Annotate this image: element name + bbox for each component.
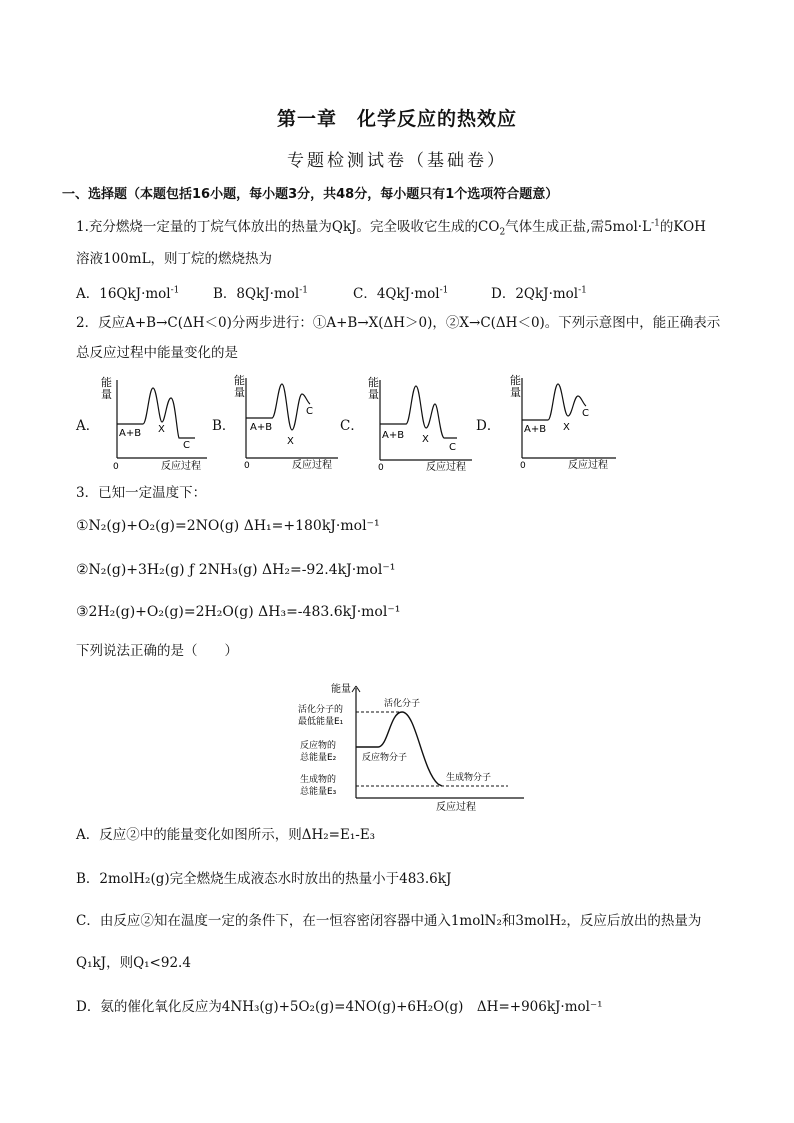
q2c-energy-2: 量 (368, 388, 379, 401)
q2-option-d-letter[interactable]: D． (476, 418, 501, 434)
exam-subtitle: 专题检测试卷（基础卷） (287, 151, 507, 171)
q1-option-d-text: D．2QkJ·mol (491, 286, 579, 302)
q3-question: 下列说法正确的是（ ） (76, 643, 238, 659)
q3fig-x-label: 反应过程 (436, 802, 476, 813)
q2d-energy-1: 能 (510, 374, 521, 387)
q2-diagram-b (228, 370, 343, 470)
q3-equation-1: ①N₂(g)+O₂(g)=2NO(g) ΔH₁=+180kJ·mol⁻¹ (76, 518, 380, 534)
q2b-axis: 反应过程 (292, 460, 332, 470)
q2-diagram-a (95, 372, 210, 472)
q3fig-product-total-2: 总能量E₃ (300, 787, 337, 797)
q2b-zero: 0 (244, 461, 250, 470)
q2-option-c-letter[interactable]: C． (340, 418, 364, 434)
q2c-c: C (449, 442, 456, 453)
q1-option-c-text: C．4QkJ·mol (353, 286, 440, 302)
q2d-axis: 反应过程 (568, 460, 608, 470)
q2b-ab: A+B (250, 422, 273, 433)
q1-option-a-sup: -1 (170, 285, 180, 296)
q2d-energy-2: 量 (510, 386, 521, 399)
q2c-energy-1: 能 (368, 376, 379, 389)
q3fig-lowest-2: 最低能量E₁ (298, 717, 344, 727)
q2-option-a-letter[interactable]: A． (76, 418, 100, 434)
q2b-energy-1: 能 (234, 374, 245, 387)
q3-option-a[interactable]: A．反应②中的能量变化如图所示，则ΔH₂=E₁-E₃ (76, 827, 376, 843)
q1-line1-text-b: 气体生成正盐,需5mol·L (505, 219, 652, 235)
q2-option-b-letter[interactable]: B． (212, 418, 236, 434)
q3fig-product-molecule: 生成物分子 (446, 773, 492, 783)
q1-option-b-sup: -1 (299, 285, 308, 296)
q1-option-c[interactable] (353, 282, 448, 302)
q3fig-reactant-total-2: 总能量E₂ (300, 753, 337, 763)
q1-line1-text: 1.充分燃烧一定量的丁烷气体放出的热量为QkJ。完全吸收它生成的CO (76, 219, 500, 235)
q1-line2: 溶液100mL，则丁烷的燃烧热为 (76, 251, 273, 267)
q2a-x: X (158, 424, 165, 435)
q3-option-b[interactable]: B．2molH₂(g)完全燃烧生成液态水时放出的热量小于483.6kJ (76, 871, 452, 887)
chapter-title: 第一章 化学反应的热效应 (276, 108, 517, 130)
q2a-energy-1: 能 (101, 376, 112, 389)
section-heading: 一、选择题（本题包括16小题，每小题3分，共48分，每小题只有1个选项符合题意） (62, 187, 559, 202)
q2a-zero: 0 (113, 462, 119, 472)
q1-line1-sub: 2 (499, 227, 506, 238)
q2a-axis: 反应过程 (161, 461, 201, 472)
q1-option-a[interactable] (76, 282, 179, 302)
q3-equation-3: ③2H₂(g)+O₂(g)=2H₂O(g) ΔH₃=-483.6kJ·mol⁻¹ (76, 604, 401, 620)
q2b-c: C (306, 406, 313, 417)
q2d-ab: A+B (524, 424, 547, 435)
q1-line1 (76, 218, 706, 236)
q2-diagram-c (362, 372, 477, 472)
q2a-ab: A+B (119, 428, 142, 439)
q3fig-reactant-total-1: 反应物的 (300, 741, 337, 751)
q2c-x: X (422, 434, 429, 445)
q2c-ab: A+B (382, 430, 405, 441)
q1-line1-text-c: 的KOH (659, 219, 706, 235)
q1-option-d-sup: -1 (578, 285, 587, 296)
q2b-energy-2: 量 (234, 386, 245, 399)
q3fig-active-molecule: 活化分子 (384, 699, 421, 709)
q3-option-c-line2: Q₁kJ，则Q₁<92.4 (76, 955, 191, 971)
q2-diagram-d (504, 370, 622, 470)
q3-equation-2: ②N₂(g)+3H₂(g) ƒ 2NH₃(g) ΔH₂=-92.4kJ·mol⁻¹ (76, 562, 396, 578)
q2a-energy-2: 量 (101, 388, 112, 401)
q2d-c: C (582, 408, 589, 419)
q2d-zero: 0 (520, 461, 526, 470)
q2b-x: X (287, 436, 294, 447)
q3fig-reactant-molecule: 反应物分子 (362, 753, 408, 763)
q2a-c: C (183, 440, 190, 451)
q1-line1-sup: -1 (651, 218, 660, 229)
q3-energy-diagram (298, 678, 528, 813)
q1-option-a-text: A．16QkJ·mol (76, 286, 171, 302)
q1-option-d[interactable] (491, 282, 587, 302)
q3-intro: 3．已知一定温度下： (76, 485, 207, 501)
q3fig-lowest-1: 活化分子的 (298, 705, 344, 715)
q3-option-d[interactable]: D．氨的催化氧化反应为4NH₃(g)+5O₂(g)=4NO(g)+6H₂O(g) ΔH=+906kJ·mol⁻¹ (76, 999, 603, 1015)
q2d-x: X (563, 422, 570, 433)
q2-line1: 2．反应A+B→C(ΔH＜0)分两步进行：①A+B→X(ΔH＞0)，②X→C(ΔH＜0)。下列示意图中，能正确表示 (76, 315, 721, 331)
q3fig-product-total-1: 生成物的 (300, 775, 337, 785)
q1-option-c-sup: -1 (439, 285, 449, 296)
q2-line2: 总反应过程中能量变化的是 (76, 345, 238, 361)
q3fig-y-label: 能量 (331, 684, 351, 695)
q2c-zero: 0 (378, 463, 384, 472)
q2c-axis: 反应过程 (426, 462, 466, 472)
q3-option-c-line1[interactable]: C．由反应②知在温度一定的条件下，在一恒容密闭容器中通入1molN₂和3molH₂，反应后放出的热量为 (76, 913, 702, 929)
q1-option-b-text: B．8QkJ·mol (213, 286, 300, 302)
q1-option-b[interactable] (213, 282, 308, 302)
